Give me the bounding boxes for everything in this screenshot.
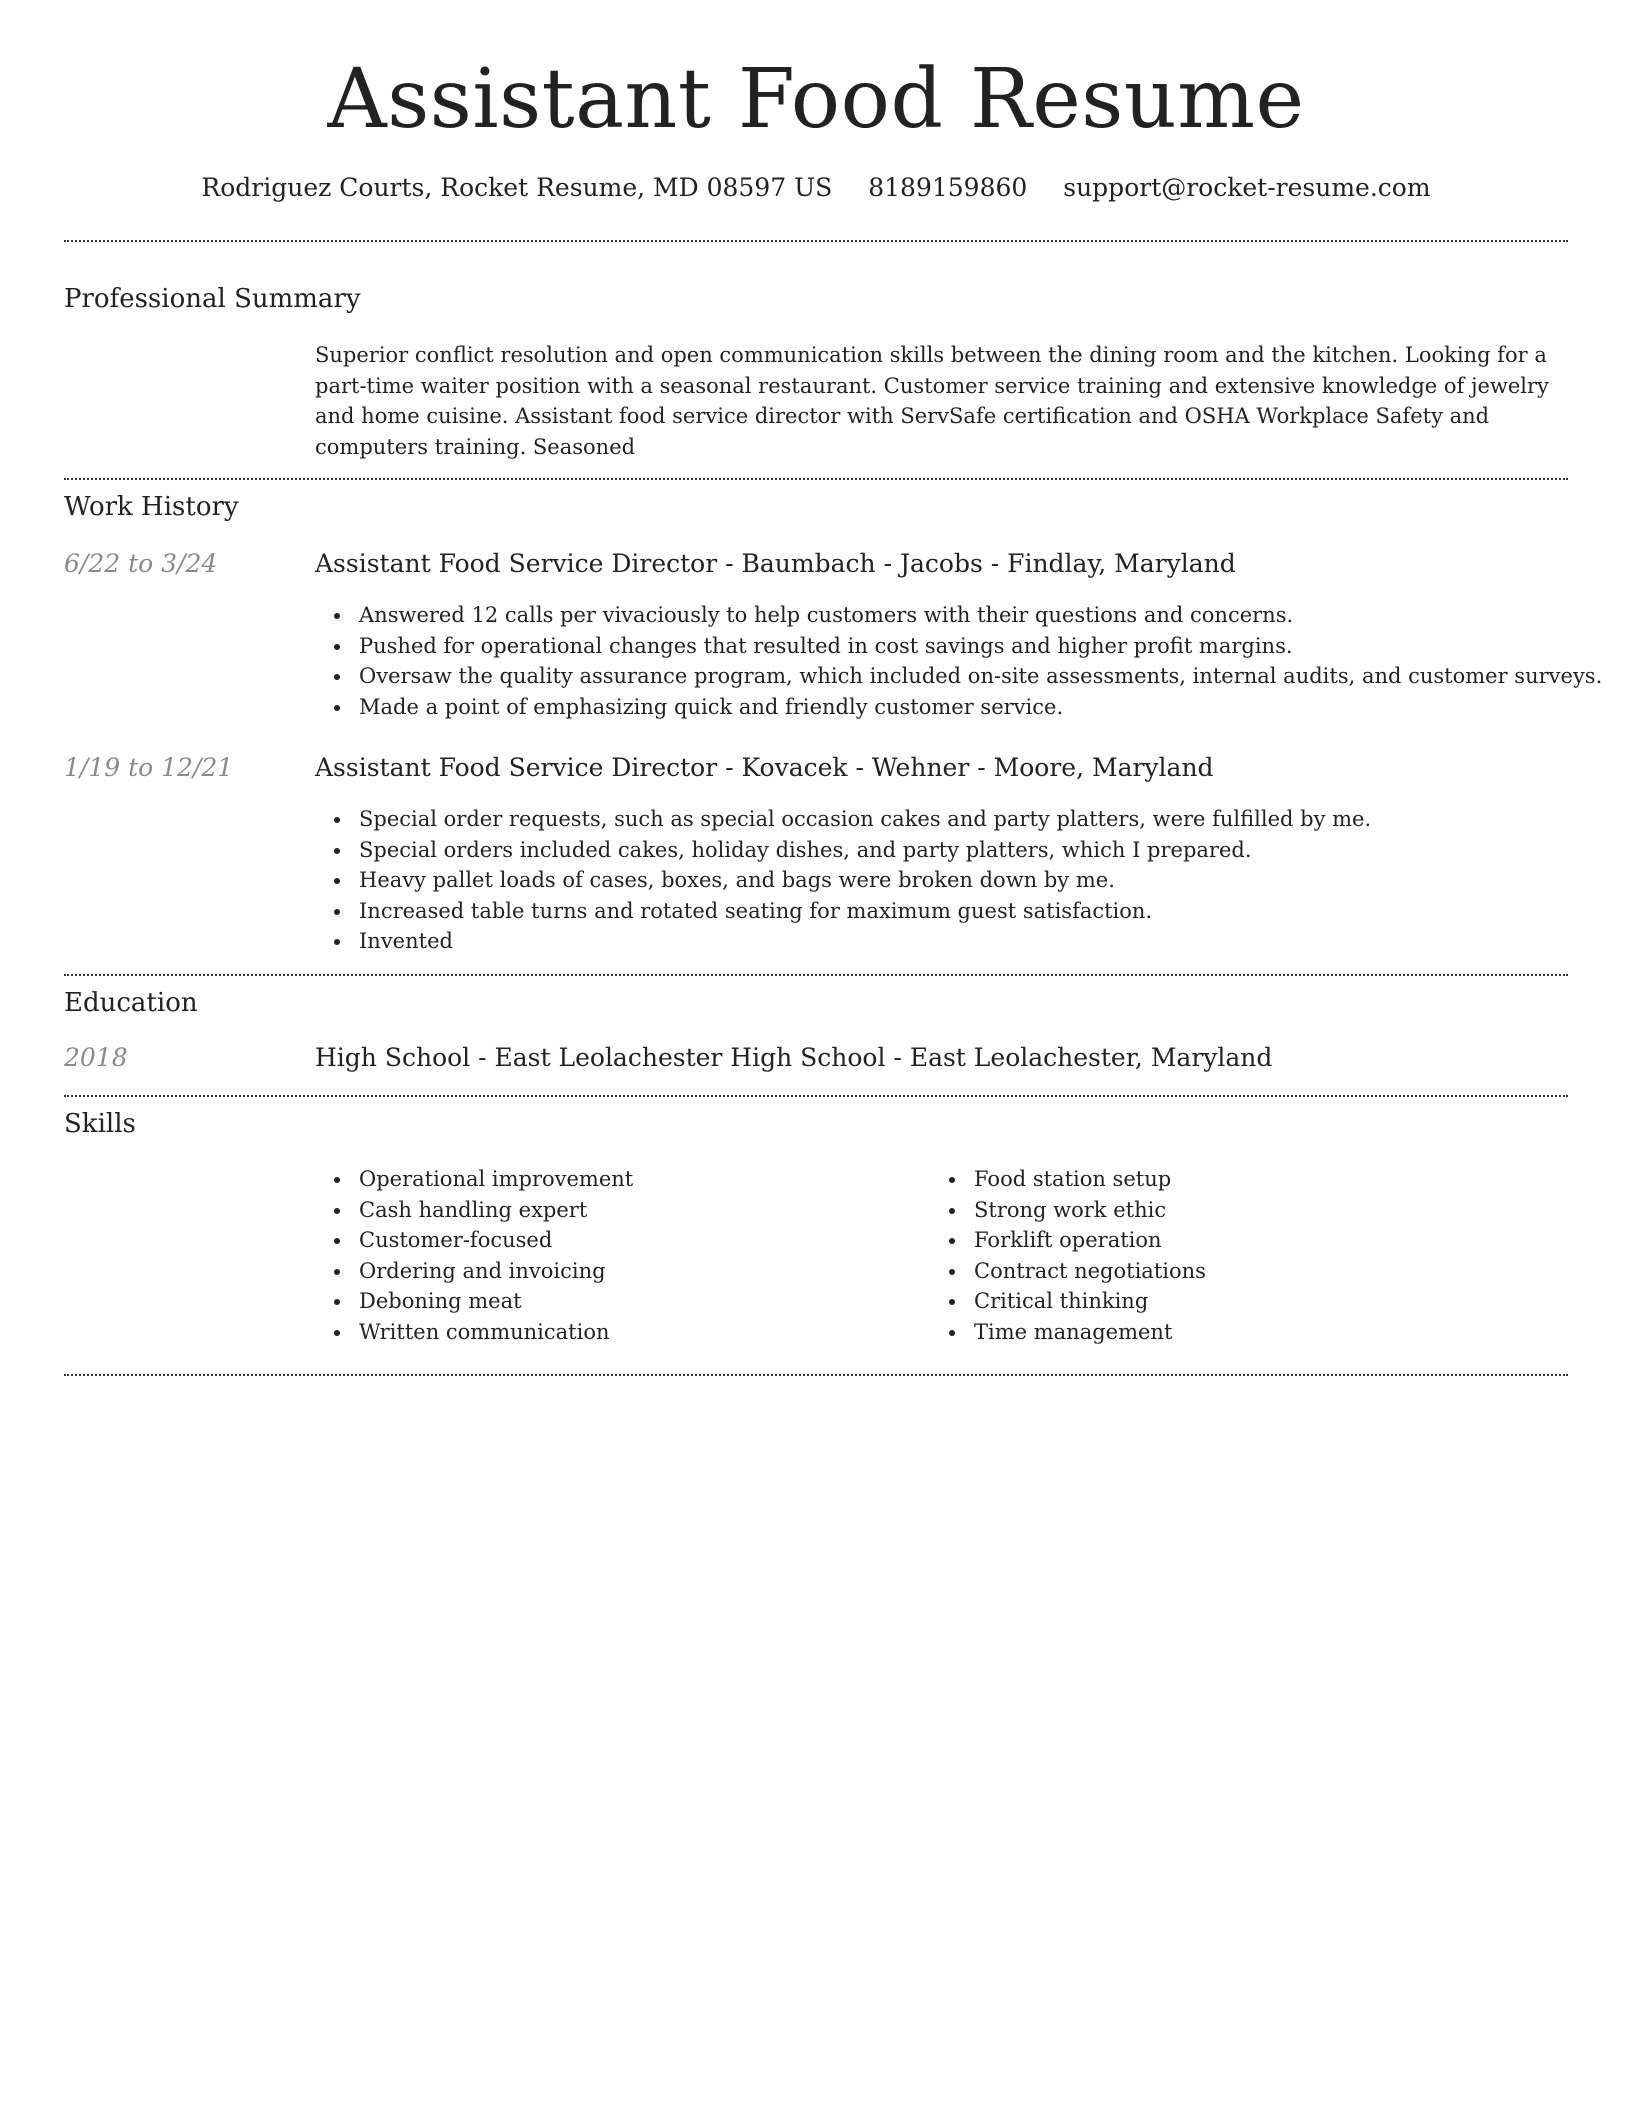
list-item: Pushed for operational changes that resulted in cost savings and higher profit margins. <box>359 631 1612 662</box>
skill-item: Critical thinking <box>974 1286 1534 1317</box>
job-dates: 1/19 to 12/21 <box>64 753 234 782</box>
skill-item: Time management <box>974 1317 1534 1348</box>
list-item: Oversaw the quality assurance program, which included on-site assessments, internal audits, and customer surveys. <box>359 661 1612 692</box>
work-history-heading: Work History <box>64 492 239 522</box>
job-title: Assistant Food Service Director - Kovacek - Wehner - Moore, Maryland <box>315 753 1214 782</box>
skill-item: Written communication <box>359 1317 919 1348</box>
summary-heading: Professional Summary <box>64 284 361 314</box>
skills-heading: Skills <box>64 1109 136 1139</box>
skill-item: Ordering and invoicing <box>359 1256 919 1287</box>
list-item: Made a point of emphasizing quick and friendly customer service. <box>359 692 1612 723</box>
skill-item: Strong work ethic <box>974 1195 1534 1226</box>
job-bullets <box>315 804 1612 957</box>
job-title: Assistant Food Service Director - Baumbach - Jacobs - Findlay, Maryland <box>315 549 1236 578</box>
contact-phone: 8189159860 <box>868 173 1028 202</box>
skill-item: Cash handling expert <box>359 1195 919 1226</box>
job-dates: 6/22 to 3/24 <box>64 549 218 578</box>
divider <box>64 240 1568 242</box>
skill-item: Contract negotiations <box>974 1256 1534 1287</box>
contact-address: Rodriguez Courts, Rocket Resume, MD 08597 US <box>201 173 833 202</box>
skill-item: Forklift operation <box>974 1225 1534 1256</box>
contact-email: support@rocket-resume.com <box>1063 173 1431 202</box>
resume-title: Assistant Food Resume <box>327 52 1305 147</box>
education-heading: Education <box>64 988 198 1018</box>
list-item: Special orders included cakes, holiday dishes, and party platters, which I prepared. <box>359 835 1612 866</box>
divider <box>64 1374 1568 1376</box>
divider <box>64 478 1568 480</box>
list-item: Invented <box>359 926 1612 957</box>
skill-item: Deboning meat <box>359 1286 919 1317</box>
contact-line <box>64 170 1568 206</box>
list-item: Heavy pallet loads of cases, boxes, and bags were broken down by me. <box>359 865 1612 896</box>
summary-text: Superior conflict resolution and open communication skills between the dining room and the kitchen. Looking for a part-time waiter position with a seasonal restaurant. Customer service training and extensive knowledge of jewelry and home cuisine. Assistant food service director with ServSafe certification and OSHA Workplace Safety and computers training. Seasoned <box>315 343 1549 459</box>
skill-item: Food station setup <box>974 1164 1534 1195</box>
divider <box>64 1095 1568 1097</box>
list-item: Special order requests, such as special occasion cakes and party platters, were fulfilled by me. <box>359 804 1612 835</box>
education-year: 2018 <box>64 1043 128 1072</box>
skill-item: Customer-focused <box>359 1225 919 1256</box>
education-title: High School - East Leolachester High School - East Leolachester, Maryland <box>315 1043 1273 1072</box>
skills-list-right <box>930 1164 1534 1347</box>
skill-item: Operational improvement <box>359 1164 919 1195</box>
divider <box>64 974 1568 976</box>
list-item: Answered 12 calls per vivaciously to help customers with their questions and concerns. <box>359 600 1612 631</box>
job-bullets <box>315 600 1612 722</box>
skills-list-left <box>315 1164 919 1347</box>
list-item: Increased table turns and rotated seating for maximum guest satisfaction. <box>359 896 1612 927</box>
